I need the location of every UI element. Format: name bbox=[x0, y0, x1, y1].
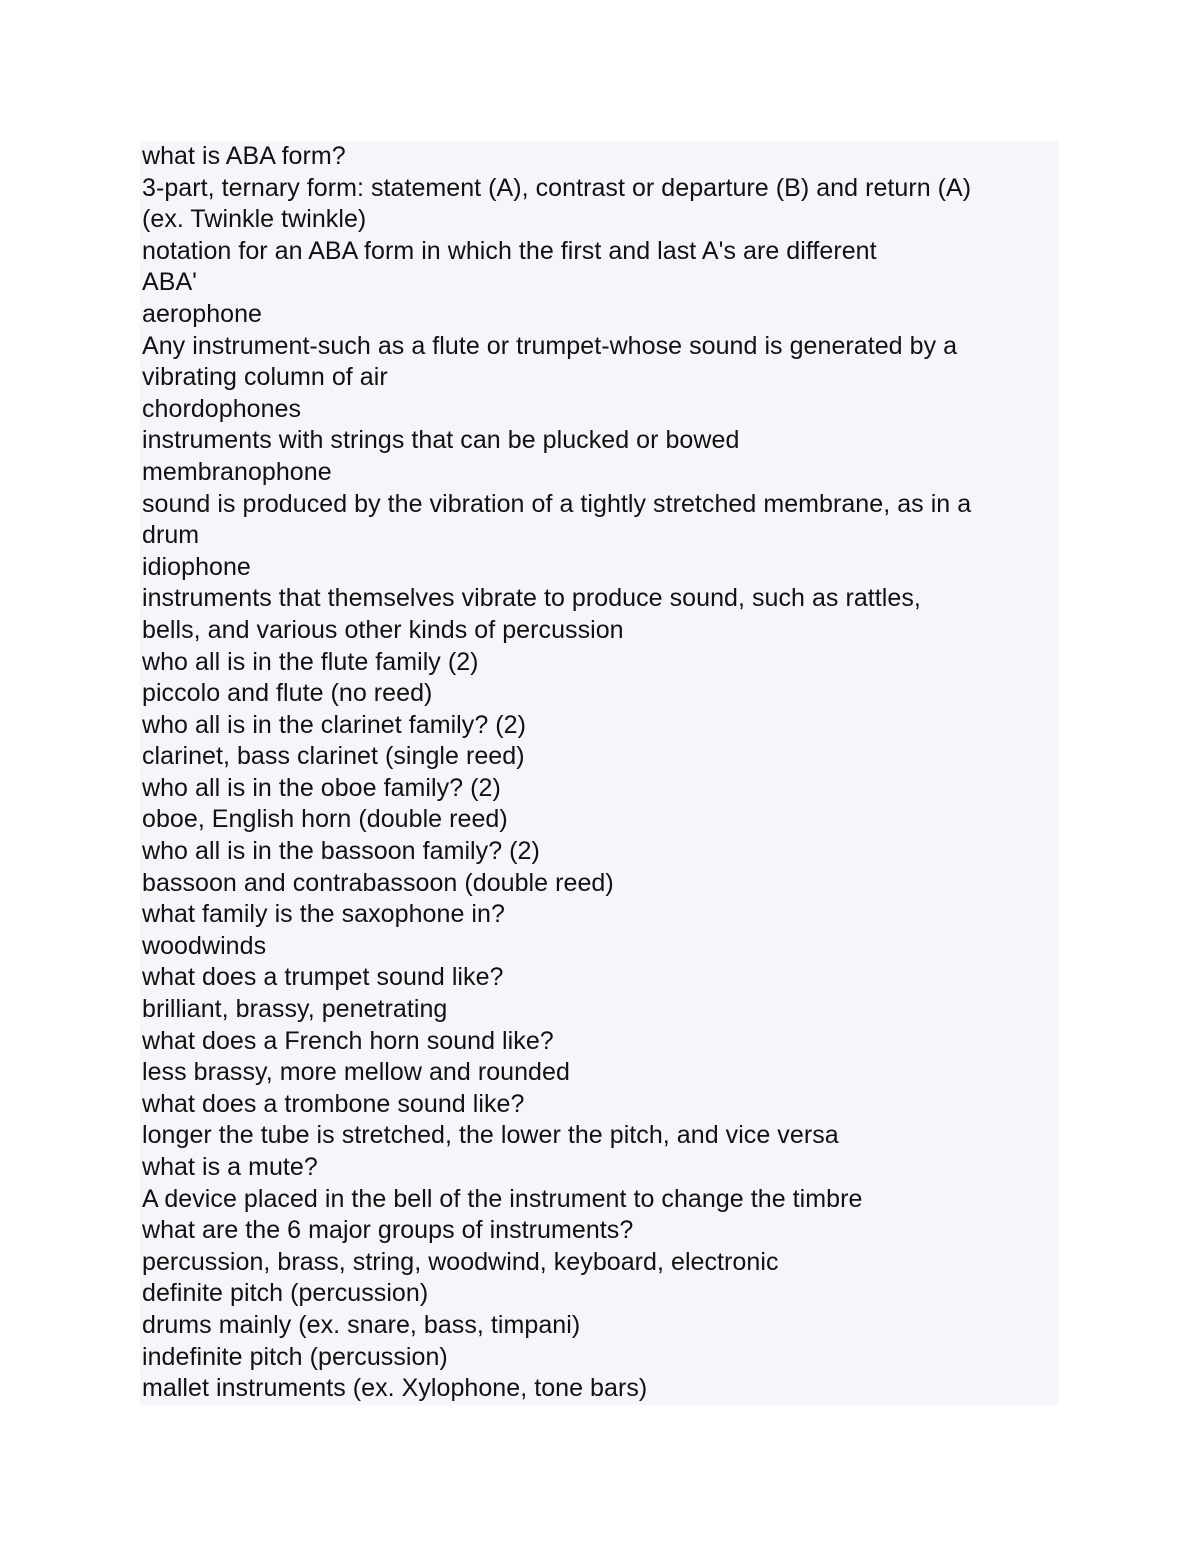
text-line: A device placed in the bell of the instrument to change the timbre bbox=[142, 1184, 863, 1213]
text-line: drums mainly (ex. snare, bass, timpani) bbox=[142, 1310, 581, 1339]
text-line: idiophone bbox=[142, 552, 251, 581]
text-line: sound is produced by the vibration of a tightly stretched membrane, as in a bbox=[142, 489, 972, 518]
text-line: instruments that themselves vibrate to produce sound, such as rattles, bbox=[142, 584, 921, 613]
text-line: who all is in the bassoon family? (2) bbox=[142, 837, 540, 866]
text-line: definite pitch (percussion) bbox=[142, 1279, 429, 1308]
text-line: bassoon and contrabassoon (double reed) bbox=[142, 868, 614, 897]
document-text-block bbox=[140, 141, 1058, 1405]
text-line: instruments with strings that can be plucked or bowed bbox=[142, 426, 740, 455]
text-line: indefinite pitch (percussion) bbox=[142, 1342, 448, 1371]
text-line: woodwinds bbox=[142, 931, 267, 960]
text-line: oboe, English horn (double reed) bbox=[142, 805, 508, 834]
text-line: ABA' bbox=[142, 268, 197, 297]
text-line: vibrating column of air bbox=[142, 363, 388, 392]
text-line: what is a mute? bbox=[142, 1153, 318, 1181]
text-line: drum bbox=[142, 521, 200, 550]
text-line: what does a trumpet sound like? bbox=[142, 963, 504, 992]
text-line: who all is in the clarinet family? (2) bbox=[142, 710, 526, 739]
text-line: what are the 6 major groups of instruments? bbox=[142, 1216, 634, 1245]
text-line: membranophone bbox=[142, 457, 332, 486]
text-line: (ex. Twinkle twinkle) bbox=[142, 205, 367, 234]
text-line: piccolo and flute (no reed) bbox=[142, 679, 433, 708]
text-line: Any instrument-such as a flute or trumpet-whose sound is generated by a bbox=[142, 331, 958, 360]
text-line: notation for an ABA form in which the first and last A's are different bbox=[142, 236, 877, 265]
text-line: what does a trombone sound like? bbox=[142, 1089, 525, 1118]
text-line: mallet instruments (ex. Xylophone, tone bars) bbox=[142, 1374, 648, 1403]
text-line: who all is in the oboe family? (2) bbox=[142, 773, 501, 802]
text-line: clarinet, bass clarinet (single reed) bbox=[142, 742, 525, 771]
text-line: brilliant, brassy, penetrating bbox=[142, 995, 448, 1024]
text-line: who all is in the flute family (2) bbox=[142, 647, 479, 676]
text-line: aerophone bbox=[142, 299, 263, 328]
text-line: what is ABA form? bbox=[142, 142, 346, 170]
text-line: less brassy, more mellow and rounded bbox=[142, 1058, 570, 1087]
text-line: 3-part, ternary form: statement (A), contrast or departure (B) and return (A) bbox=[142, 173, 972, 202]
text-line: bells, and various other kinds of percussion bbox=[142, 615, 624, 644]
text-line: longer the tube is stretched, the lower the pitch, and vice versa bbox=[142, 1121, 839, 1150]
text-line: percussion, brass, string, woodwind, keyboard, electronic bbox=[142, 1247, 779, 1276]
text-line: chordophones bbox=[142, 394, 302, 423]
text-line: what family is the saxophone in? bbox=[142, 900, 505, 929]
text-line: what does a French horn sound like? bbox=[142, 1026, 554, 1055]
